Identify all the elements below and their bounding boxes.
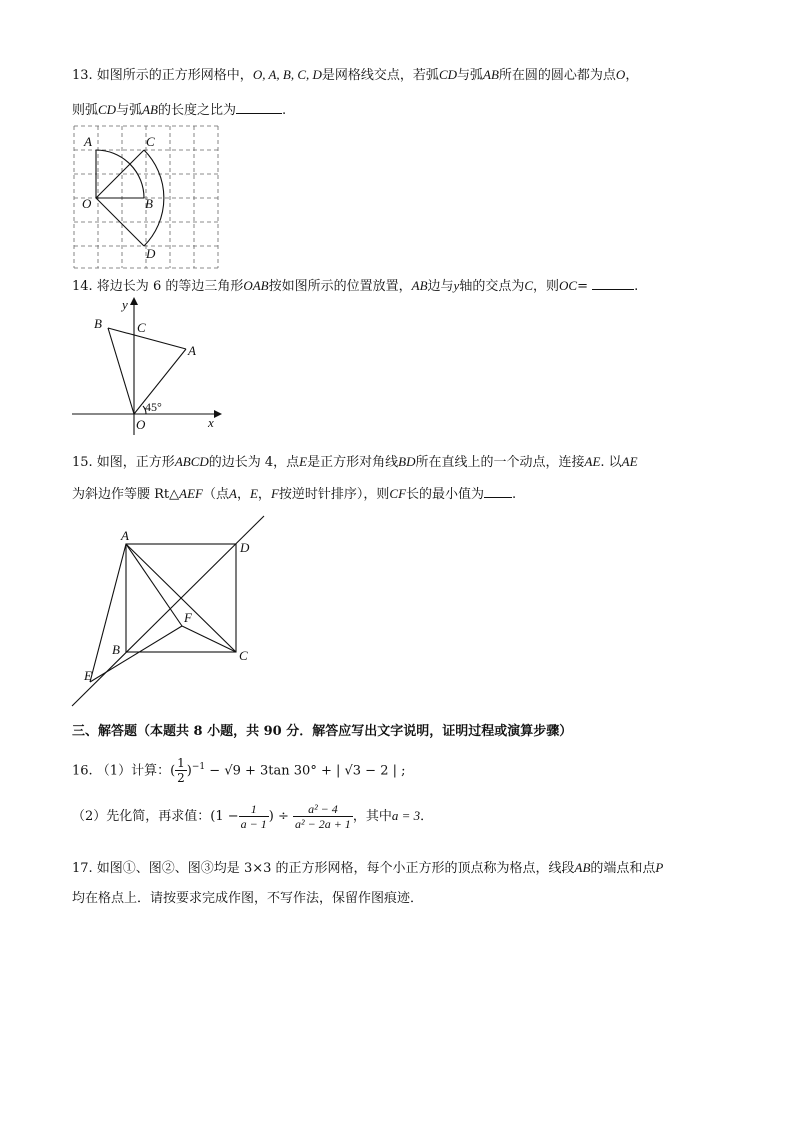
q17-line2: 均在格点上．请按要求完成作图，不写作法，保留作图痕迹． bbox=[72, 891, 424, 906]
label-a: A bbox=[84, 134, 92, 149]
label-y: y bbox=[122, 297, 128, 312]
label-e: E bbox=[84, 668, 92, 683]
label-b: B bbox=[94, 316, 102, 331]
q13-grid-figure bbox=[72, 124, 222, 270]
q16-part2: （2）先化简，再求值：(1 − $\frac{1}{a - 1}$ ) ÷ $\frac{\text{a² − 4}}{\text{a² − 2a + 1}}$ ，其中a = 3． bbox=[72, 802, 434, 831]
label-c: C bbox=[146, 134, 155, 149]
label-c: C bbox=[239, 648, 248, 663]
segment-ae bbox=[90, 544, 126, 682]
label-f: F bbox=[184, 610, 192, 625]
segment-af bbox=[126, 544, 182, 626]
fraction-1: $\frac{1}{a - 1}$ bbox=[240, 802, 267, 831]
q15-line1: 15. 如图，正方形ABCD的边长为 4，点E是正方形对角线BD所在直线上的一个动点，连接AE. 以AE bbox=[72, 454, 638, 470]
section-heading: 三、解答题（本题共 8 小题，共 90 分．解答应写出文字说明，证明过程或演算步骤） bbox=[72, 724, 573, 739]
label-c: C bbox=[137, 320, 146, 335]
x-arrow-icon bbox=[214, 410, 222, 418]
label-b: B bbox=[145, 196, 153, 211]
q16-part1: 16. （1）计算：( $\frac{1}{2}$ )$^{-1}$ − √9 + 3tan 30° + | √3 − 2 | ; bbox=[72, 756, 406, 786]
answer-blank bbox=[236, 101, 282, 114]
q15-square-figure bbox=[72, 514, 272, 710]
q14-triangle-figure bbox=[72, 297, 222, 437]
segment-ob bbox=[108, 328, 134, 414]
label-a: A bbox=[121, 528, 129, 543]
label-a: A bbox=[188, 343, 196, 358]
label-angle: 45° bbox=[145, 400, 162, 414]
label-x: x bbox=[208, 415, 214, 430]
label-d: D bbox=[146, 246, 156, 261]
label-o: O bbox=[136, 417, 146, 432]
label-o: O bbox=[82, 196, 92, 211]
segment-ab bbox=[108, 328, 186, 349]
q15-line2: 为斜边作等腰 Rt△AEF（点A，E，F按逆时针排序），则CF长的最小值为 . bbox=[72, 486, 517, 502]
label-b: B bbox=[112, 642, 120, 657]
answer-blank bbox=[484, 485, 512, 498]
fraction-half: $\frac{1}{2}$ bbox=[177, 756, 185, 786]
label-d: D bbox=[240, 540, 250, 555]
y-arrow-icon bbox=[130, 297, 138, 305]
q13-line2: 则弧CD与弧AB的长度之比为 . bbox=[72, 102, 287, 118]
q14-line: 14. 将边长为 6 的等边三角形OAB按如图所示的位置放置，AB边与y轴的交点为C，则OC= . bbox=[72, 278, 639, 294]
segment-fc bbox=[182, 626, 236, 652]
q13-line1: 13. 如图所示的正方形网格中，O, A, B, C, D是网格线交点，若弧CD与弧AB所在圆的圆心都为点O， bbox=[72, 67, 639, 83]
answer-blank bbox=[592, 277, 634, 290]
q17-line1: 17. 如图①、图②、图③均是 3×3 的正方形网格，每个小正方形的顶点称为格点，线段AB的端点和点P bbox=[72, 860, 664, 876]
segment-ef bbox=[90, 626, 182, 682]
fraction-2: $\frac{\text{a² − 4}}{\text{a² − 2a + 1}}$ bbox=[295, 802, 351, 831]
